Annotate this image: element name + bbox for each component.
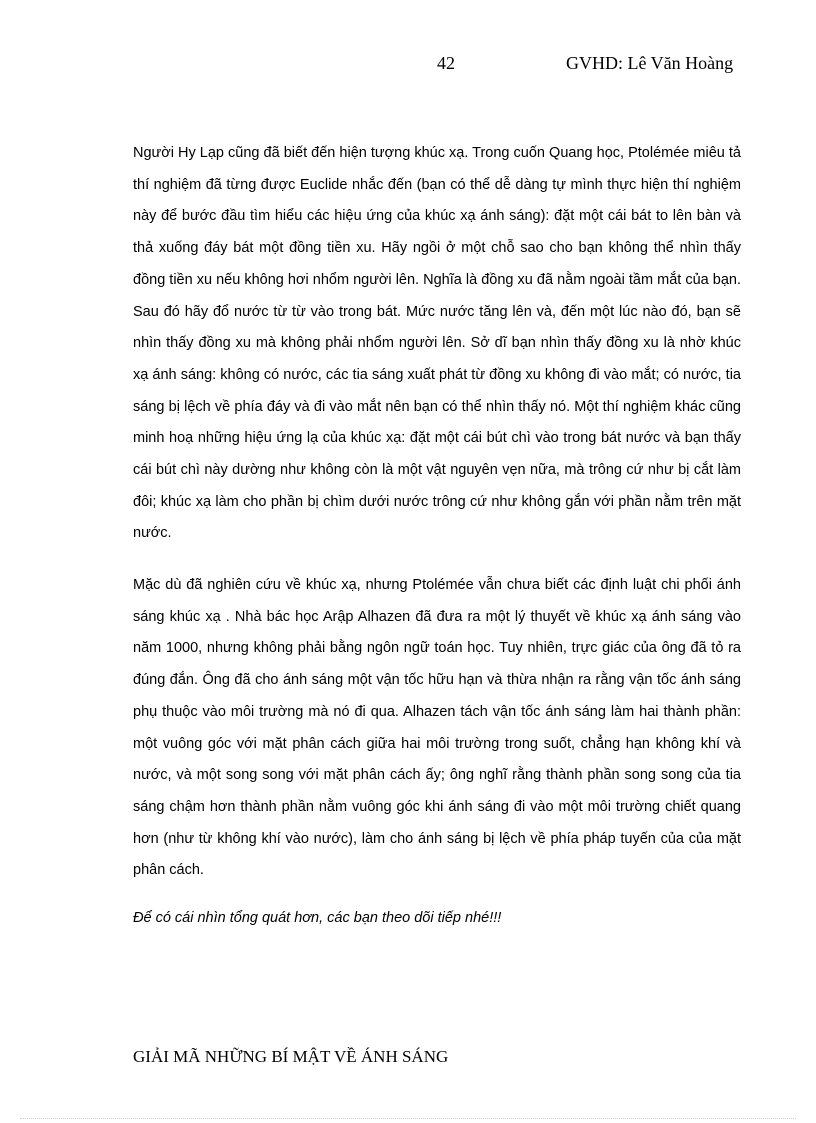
body-paragraph-1: Người Hy Lạp cũng đã biết đến hiện tượng khúc xạ. Trong cuốn Quang học, Ptolémée miêu tả thí nghiệm đã từng được Euclide nhắc đến (bạn có thể dễ dàng tự mình thực hiện thí nghiệm này để bước đầu tìm hiểu các hiệu ứng của khúc xạ ánh sáng): đặt một cái bát to lên bàn và thả xuống đáy bát một đồng tiền xu. Hãy ngồi ở một chỗ sao cho bạn không thể nhìn thấy đồng tiền xu nếu không hơi nhổm người lên. Nghĩa là đồng xu đã nằm ngoài tầm mắt của bạn. Sau đó hãy đổ nước từ từ vào trong bát. Mức nước tăng lên và, đến một lúc nào đó, bạn sẽ nhìn thấy đồng xu mà không phải nhổm người lên. Sở dĩ bạn nhìn thấy đồng xu là nhờ khúc xạ ánh sáng: không có nước, các tia sáng xuất phát từ đồng xu không đi vào mắt; có nước, tia sáng bị lệch về phía đáy và đi vào mắt nên bạn có thể nhìn thấy nó. Một thí nghiệm khác cũng minh hoạ những hiệu ứng lạ của khúc xạ: đặt một cái bút chì vào trong bát nước và bạn thấy cái bút chì này dường như không còn là một vật nguyên vẹn nữa, mà trông cứ như bị cắt làm đôi; khúc xạ làm cho phần bị chìm dưới nước trông cứ như không gắn với phần nằm trên mặt nước.: [133, 145, 741, 542]
italic-note: Để có cái nhìn tổng quát hơn, các bạn theo dõi tiếp nhé!!!: [133, 910, 502, 926]
supervisor-header: GVHD: Lê Văn Hoàng: [566, 53, 734, 73]
page-number: 42: [437, 53, 455, 73]
section-heading: GIẢI MÃ NHỮNG BÍ MẬT VỀ ÁNH SÁNG: [133, 1047, 449, 1066]
body-paragraph-2: Mặc dù đã nghiên cứu về khúc xạ, nhưng Ptolémée vẫn chưa biết các định luật chi phối ánh sáng khúc xạ . Nhà bác học Arập Alhazen đã đưa ra một lý thuyết về khúc xạ ánh sáng vào năm 1000, nhưng không phải bằng ngôn ngữ toán học. Tuy nhiên, trực giác của ông đã tỏ ra đúng đắn. Ông đã cho ánh sáng một vận tốc hữu hạn và thừa nhận ra rằng vận tốc ánh sáng phụ thuộc vào môi trường mà nó đi qua. Alhazen tách vận tốc ánh sáng làm hai thành phần: một vuông góc với mặt phân cách giữa hai môi trường trong suốt, chẳng hạn không khí và nước, và một song song với mặt phân cách ấy; ông nghĩ rằng thành phần song song của tia sáng chậm hơn thành phần nằm vuông góc khi ánh sáng đi vào một môi trường chiết quang hơn (như từ không khí vào nước), làm cho ánh sáng bị lệch về phía pháp tuyến của của mặt phân cách.: [133, 577, 741, 879]
page-bottom-divider: [20, 1118, 796, 1119]
